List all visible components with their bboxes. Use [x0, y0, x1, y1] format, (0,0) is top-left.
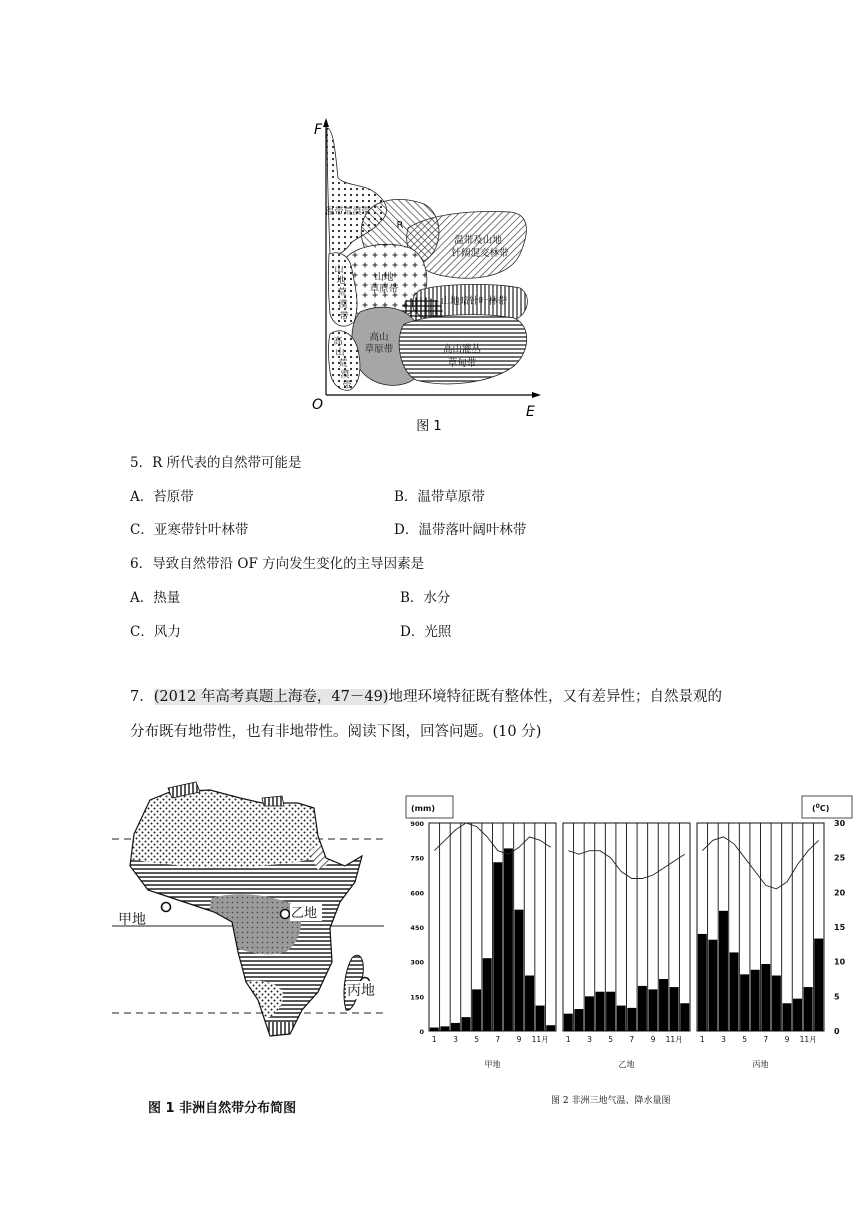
q6-option-a: A．热量 [130, 590, 181, 606]
y2-tick-label: 5 [834, 992, 840, 1002]
q6-option-b: B．水分 [400, 590, 451, 606]
x-tick-label: 7 [763, 1035, 769, 1044]
axis-label-origin: O [312, 397, 324, 413]
y-tick-label: 750 [410, 854, 424, 863]
zone-label-mountain-desert-5: 带 [339, 312, 349, 322]
precip-bar [793, 999, 802, 1031]
x-tick-label: 1 [431, 1035, 437, 1044]
precip-bar [648, 989, 657, 1031]
x-tick-label: 7 [629, 1035, 635, 1044]
q5-option-a: A．苔原带 [130, 489, 194, 505]
zone-label-temperate-desert: 温带荒漠带 [325, 207, 371, 217]
africa-map [112, 775, 384, 1067]
zone-label-mountain-desert-1: 山 [334, 265, 344, 275]
unit-label-celsius: ($^0$C) [812, 803, 830, 813]
q5-stem: 5．R 所代表的自然带可能是 [130, 455, 302, 471]
precip-bar [451, 1023, 460, 1031]
panel-name: 乙地 [618, 1060, 635, 1069]
precip-bar [472, 989, 481, 1031]
q6-stem: 6．导致自然带沿 OF 方向发生变化的主导因素是 [130, 556, 425, 572]
precip-bar [585, 996, 594, 1031]
precip-bar [504, 848, 513, 1031]
unit-label-mm: (mm) [411, 804, 435, 813]
y-tick-label: 900 [410, 820, 424, 828]
y2-tick-label: 30 [834, 819, 846, 828]
x-tick-label: 3 [721, 1035, 726, 1044]
precip-bar [772, 976, 781, 1031]
precip-bar [680, 1003, 689, 1031]
zone-label-r: R [396, 220, 404, 231]
precip-bar [440, 1026, 449, 1031]
zone-label-alpine-desert-2: 山 [335, 348, 345, 358]
q7-line2: 分布既有地带性，也有非地带性。阅读下图，回答问题。(10 分) [130, 724, 542, 740]
zone-label-alpine-steppe-2: 草原带 [364, 344, 394, 355]
map-caption: 图 1 非洲自然带分布简图 [148, 1101, 297, 1116]
precip-bar [546, 1025, 555, 1031]
climate-chart [400, 790, 860, 1080]
q5-option-d: D．温带落叶阔叶林带 [394, 522, 527, 538]
precip-bar [719, 911, 728, 1031]
precip-bar [782, 1003, 791, 1031]
precip-bar [525, 976, 534, 1031]
q7-number: 7． [130, 689, 154, 705]
y-tick-label: 450 [410, 924, 424, 932]
y-tick-label: 150 [410, 993, 424, 1002]
precip-bar [493, 862, 502, 1031]
q7-line1 [130, 685, 722, 706]
precip-bar [514, 910, 523, 1031]
precip-bar [761, 964, 770, 1031]
q6-option-d: D．光照 [400, 624, 452, 640]
precip-bar [698, 934, 707, 1031]
axis-label-f: F [314, 122, 323, 138]
precip-bar [564, 1014, 573, 1031]
zone-diagram [300, 115, 550, 435]
zone-label-mixed-forest-2: 针阔混交林带 [451, 248, 509, 259]
marker-jia [162, 903, 171, 912]
axis-label-e: E [526, 404, 535, 420]
x-tick-label: 1 [565, 1035, 571, 1044]
x-tick-label: 5 [474, 1035, 480, 1044]
precip-bar [536, 1006, 545, 1031]
zone-label-alpine-desert-1: 高 [333, 337, 343, 347]
y-tick-label: 600 [410, 889, 424, 898]
precip-bar [617, 1006, 626, 1031]
zone-label-mountain-desert-4: 漠 [338, 300, 348, 310]
x-tick-label: 11月 [531, 1035, 549, 1044]
x-tick-label: 5 [608, 1035, 614, 1044]
x-tick-label: 11月 [665, 1035, 683, 1044]
precip-bar [670, 987, 679, 1031]
precip-bar [574, 1009, 583, 1031]
place-label-yi: 乙地 [291, 906, 318, 921]
zone-label-alpine-desert-3: 荒 [338, 359, 348, 369]
y2-tick-label: 20 [834, 888, 846, 898]
x-tick-label: 3 [587, 1035, 592, 1044]
precip-bar [751, 970, 760, 1031]
precip-bar [483, 958, 492, 1031]
x-tick-label: 9 [516, 1035, 522, 1044]
y2-tick-label: 0 [834, 1027, 840, 1036]
figure1-caption: 图 1 [416, 419, 442, 434]
zone-label-mountain-desert-2: 地 [336, 276, 346, 286]
precip-bar [462, 1017, 471, 1031]
place-label-bing: 丙地 [347, 983, 375, 999]
y-tick-label: 300 [410, 958, 424, 967]
place-label-jia: 甲地 [118, 912, 146, 928]
x-tick-label: 3 [453, 1035, 458, 1044]
precip-bar [638, 986, 647, 1031]
precip-bar [708, 940, 717, 1031]
x-tick-label: 1 [699, 1035, 705, 1044]
q7-source: (2012 年高考真题上海卷，47－49) [153, 689, 389, 705]
x-tick-label: 9 [650, 1035, 656, 1044]
zone-label-alpine-steppe-1: 高山 [369, 332, 389, 343]
zone-label-mountain-steppe-1: 山地 [374, 272, 394, 283]
zone-label-alpine-desert-5: 带 [342, 381, 352, 391]
climate-caption: 图 2 非洲三地气温、降水量图 [551, 1096, 671, 1106]
y2-tick-label: 15 [834, 923, 846, 932]
zone-label-alpine-shrub-1: 高山灌丛 [442, 344, 482, 355]
panel-name: 甲地 [484, 1060, 501, 1069]
zone-label-dark-conifer: 山地暗针叶林带 [440, 296, 508, 307]
x-tick-label: 11月 [799, 1035, 817, 1044]
y2-tick-label: 25 [834, 853, 846, 863]
precip-bar [627, 1008, 636, 1031]
precip-bar [659, 979, 668, 1031]
q5-option-c: C．亚寒带针叶林带 [130, 522, 249, 538]
zone-label-alpine-desert-4: 漠 [340, 370, 350, 380]
zone-label-mixed-forest-1: 温带及山地 [454, 235, 502, 246]
panel-name: 丙地 [752, 1060, 769, 1069]
zone-label-mountain-steppe-2: 草原带 [369, 284, 399, 295]
q6-option-c: C．风力 [130, 624, 181, 640]
x-tick-label: 7 [495, 1035, 501, 1044]
x-tick-label: 5 [742, 1035, 748, 1044]
precip-bar [430, 1028, 439, 1031]
zone-label-alpine-shrub-2: 草甸带 [447, 358, 477, 369]
q7-line1-text: 地理环境特征既有整体性，又有差异性；自然景观的 [388, 689, 722, 705]
precip-bar [814, 939, 823, 1031]
zone-label-mountain-desert-3: 荒 [337, 288, 347, 298]
x-tick-label: 9 [784, 1035, 790, 1044]
q5-option-b: B．温带草原带 [394, 489, 485, 505]
marker-yi [281, 910, 290, 919]
precip-bar [596, 992, 605, 1031]
precip-bar [606, 992, 615, 1031]
precip-bar [740, 974, 749, 1031]
precip-bar [804, 987, 813, 1031]
y-tick-label: 0 [419, 1028, 424, 1036]
y2-tick-label: 10 [834, 957, 846, 967]
precip-bar [730, 952, 739, 1031]
